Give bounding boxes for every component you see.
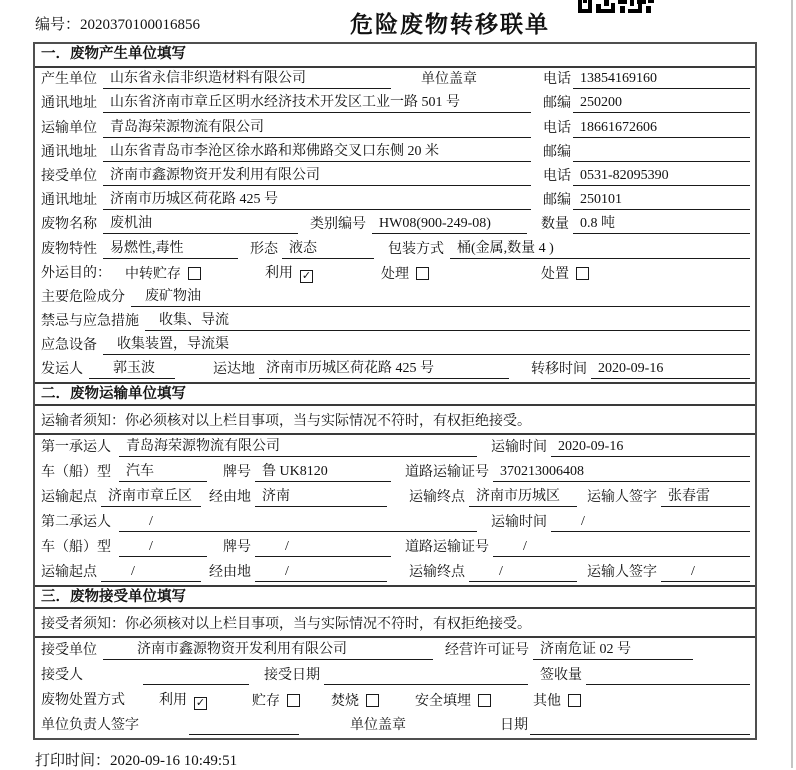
purpose-option-label: 处置 [541,266,569,282]
accept-date-label: 接受日期 [264,668,320,684]
vehicle-type-label: 车（船）型 [41,540,111,556]
endpoint-label: 运输终点 [409,565,465,581]
receiver-label: 接受单位 [41,168,97,184]
producer-phone-value: 13854169160 [573,71,750,89]
endpoint-label: 运输终点 [409,490,465,506]
permit-value: 济南危证 02 号 [533,638,693,660]
plate-label: 牌号 [223,540,251,556]
section3-heading: 三．废物接受单位填写 [35,585,755,609]
category-value: HW08(900-249-08) [372,216,527,234]
transporter-sign-label: 运输人签字 [587,565,657,581]
road-license1-value: 370213006408 [493,464,750,482]
transporter-sign-label: 运输人签字 [587,490,657,506]
taboo-row [35,310,755,334]
purpose-option-treat [381,263,429,283]
disposal-option-incinerate [331,690,379,710]
packaging-label: 包装方式 [388,241,444,257]
route2-row [35,560,755,585]
origin-label: 运输起点 [41,565,97,581]
quantity-value: 0.8 吨 [573,212,750,234]
section1-heading: 一．废物产生单位填写 [35,44,755,68]
endpoint2-value: / [469,564,577,582]
disposal-option-storage [252,690,300,710]
receiver-phone-value: 0531-82095390 [573,168,750,186]
character-value: 易燃性,毒性 [103,237,238,259]
checkbox-unchecked-icon [568,694,581,707]
purpose-option-utilize [265,262,313,283]
checkbox-unchecked-icon [576,267,589,280]
producer-address-value: 山东省济南市章丘区明水经济技术开发区工业一路 501 号 [103,91,531,113]
origin1-value: 济南市章丘区 [101,485,201,507]
zip-label: 邮编 [543,144,571,160]
accept-date-value [324,667,528,685]
page-title: 危险废物转移联单 [350,12,550,37]
producer-value: 山东省永信非织造材料有限公司 [103,67,391,89]
equipment-row [35,334,755,358]
disposal-option-label: 利用 [159,693,187,709]
manager-sign-row [35,713,755,738]
disposal-option-landfill [415,690,491,710]
permit-label: 经营许可证号 [445,643,529,659]
disposal-label: 废物处置方式 [41,693,125,709]
address-label: 通讯地址 [41,144,97,160]
transporter-label: 运输单位 [41,120,97,136]
disposal-option-label: 安全填埋 [415,694,471,710]
via-label: 经由地 [209,565,251,581]
taboo-value: 收集、导流 [145,309,750,331]
shipper-value: 郭玉波 [89,357,175,379]
form-value: 液态 [282,237,374,259]
producer-label: 产生单位 [41,72,97,88]
document-number-value: 2020370100016856 [80,17,201,33]
transporter-zip-value [573,144,750,162]
road-license-label: 道路运输证号 [405,540,489,556]
producer-row [35,68,755,92]
section3-notice: 接受者须知：你必须核对以上栏目事项，当与实际情况不符时，有权拒绝接受。 [35,609,755,638]
document-number-label: 编号： [35,17,81,33]
purpose-option-label: 中转贮存 [125,266,181,282]
purpose-option-label: 利用 [265,265,293,281]
endpoint1-value: 济南市历城区 [469,485,577,507]
purpose-option-transfer-storage [125,263,201,283]
vehicle2-value: / [119,539,207,557]
date-value [530,717,750,735]
equipment-value: 收集装置，导流渠 [103,333,750,355]
checkbox-unchecked-icon [366,694,379,707]
qr-code-fragment-icon [578,0,654,13]
document-number [35,13,200,34]
disposal-option-label: 其他 [533,694,561,710]
manager-sign-value [189,717,299,735]
via2-value: / [255,564,387,582]
transporter-phone-value: 18661672606 [573,120,750,138]
destination-label: 运达地 [213,362,255,378]
waste-name-value: 废机油 [103,212,298,234]
carrier1-value: 青岛海荣源物流有限公司 [119,435,477,457]
unit-seal-label: 单位盖章 [350,718,406,734]
producer-zip-value: 250200 [573,95,750,113]
address-label: 通讯地址 [41,193,97,209]
transfer-date-value: 2020-09-16 [591,361,750,379]
shipper-row [35,358,755,382]
address-label: 通讯地址 [41,96,97,112]
vehicle1-value: 汽车 [119,460,207,482]
plate2-value: / [255,539,391,557]
disposal-option-label: 贮存 [252,694,280,710]
phone-label: 电话 [543,72,571,88]
road-license2-value: / [493,539,750,557]
carrier1-label: 第一承运人 [41,440,111,456]
section2-heading: 二．废物运输单位填写 [35,382,755,406]
plate-label: 牌号 [223,465,251,481]
transporter-sign2-value: / [661,564,750,582]
waste-name-row [35,213,755,237]
page-edge-divider [791,0,793,768]
via1-value: 济南 [255,485,387,507]
checkbox-checked-icon: ✓ [195,696,206,710]
disposal-option-utilize [159,689,207,710]
phone-label: 电话 [543,168,571,184]
recipient-label: 接受人 [41,668,83,684]
transporter-sign1-value: 张春雷 [661,485,750,507]
transport-time1-value: 2020-09-16 [551,439,750,457]
transporter-value: 青岛海荣源物流有限公司 [103,116,531,138]
receiver-value: 济南市鑫源物资开发利用有限公司 [103,164,531,186]
accept-unit-value: 济南市鑫源物资开发利用有限公司 [103,638,433,660]
amount-label: 签收量 [540,668,582,684]
hazard-row [35,286,755,310]
route1-row [35,485,755,510]
date-label: 日期 [500,718,528,734]
checkbox-unchecked-icon [416,267,429,280]
character-label: 废物特性 [41,241,97,257]
checkbox-checked-icon: ✓ [301,268,312,282]
recipient-row [35,663,755,688]
transport-time2-value: / [551,514,750,532]
disposal-option-label: 焚烧 [331,694,359,710]
print-time: 打印时间：2020-09-16 10:49:51 [35,753,238,769]
purpose-option-label: 处理 [381,266,409,282]
carrier2-value: / [119,514,477,532]
waste-name-label: 废物名称 [41,217,97,233]
transporter-address-row [35,141,755,165]
disposal-option-other [533,690,581,710]
form-label: 形态 [250,241,278,257]
category-label: 类别编号 [310,217,366,233]
equipment-label: 应急设备 [41,338,97,354]
via-label: 经由地 [209,490,251,506]
hazard-label: 主要危险成分 [41,289,125,305]
checkbox-unchecked-icon [188,267,201,280]
checkbox-unchecked-icon [478,694,491,707]
packaging-value: 桶(金属,数量 4 ) [450,237,750,259]
vehicle2-row [35,535,755,560]
hazard-value: 废矿物油 [131,285,750,307]
carrier1-row [35,435,755,460]
manager-sign-label: 单位负责人签字 [41,718,139,734]
transporter-address-value: 山东省青岛市李沧区徐水路和郑佛路交叉口东侧 20 米 [103,140,531,162]
origin-label: 运输起点 [41,490,97,506]
transport-time-label: 运输时间 [491,440,547,456]
producer-address-row [35,92,755,116]
quantity-label: 数量 [541,217,569,233]
plate1-value: 鲁 UK8120 [255,460,391,482]
phone-label: 电话 [543,120,571,136]
checkbox-unchecked-icon [287,694,300,707]
receiver-address-value: 济南市历城区荷花路 425 号 [103,188,531,210]
carrier2-row [35,510,755,535]
purpose-option-dispose [541,263,589,283]
transfer-date-label: 转移时间 [531,362,587,378]
unit-seal-label: 单位盖章 [421,72,477,88]
zip-label: 邮编 [543,193,571,209]
vehicle-type-label: 车（船）型 [41,465,111,481]
carrier2-label: 第二承运人 [41,515,111,531]
section2-notice: 运输者须知：你必须核对以上栏目事项，当与实际情况不符时，有权拒绝接受。 [35,406,755,435]
zip-label: 邮编 [543,96,571,112]
waste-character-row [35,237,755,261]
transporter-row [35,116,755,140]
receiver-address-row [35,189,755,213]
receiver-zip-value: 250101 [573,192,750,210]
purpose-row [35,262,755,286]
vehicle1-row [35,460,755,485]
amount-value [586,667,750,685]
destination-value: 济南市历城区荷花路 425 号 [259,357,509,379]
receiver-row [35,165,755,189]
manifest-form [33,42,757,740]
shipper-label: 发运人 [41,362,83,378]
road-license-label: 道路运输证号 [405,465,489,481]
accept-unit-row [35,638,755,663]
origin2-value: / [101,564,201,582]
taboo-label: 禁忌与应急措施 [41,314,139,330]
accept-unit-label: 接受单位 [41,643,97,659]
purpose-label: 外运目的： [41,265,111,281]
recipient-value [143,667,249,685]
disposal-row [35,688,755,713]
transport-time-label: 运输时间 [491,515,547,531]
